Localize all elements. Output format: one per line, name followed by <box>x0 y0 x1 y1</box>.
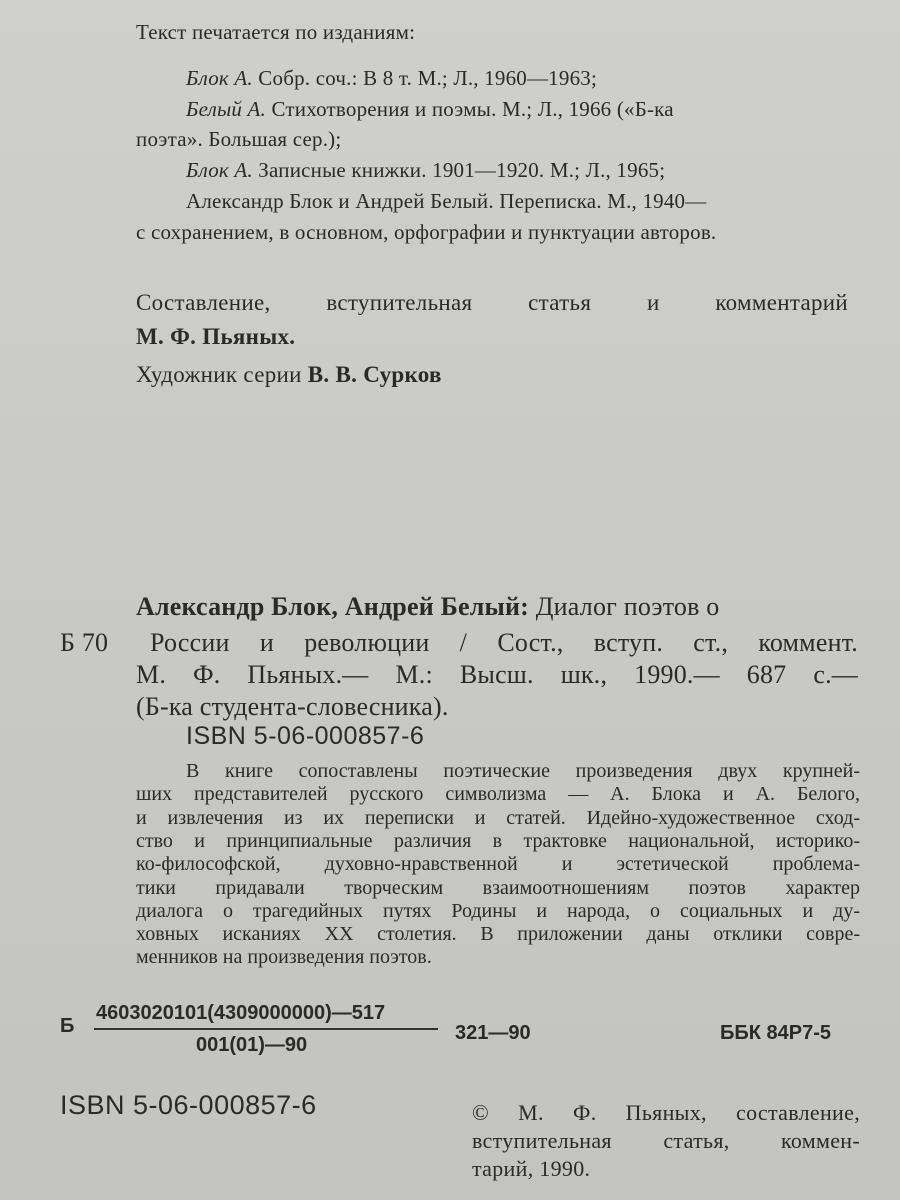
bbk-code: ББК 84Р7-5 <box>720 1022 832 1044</box>
copyright-line-3: тарий, 1990. <box>472 1156 591 1181</box>
abstract-line: тики придавали творческим взаимоотношениям поэтов характер <box>136 876 860 899</box>
catalog-title-line: Александр Блок, Андрей Белый: Диалог поэтов о <box>136 592 720 621</box>
biblio-denominator: 001(01)—90 <box>196 1034 308 1056</box>
catalog-code: Б 70 <box>60 628 109 657</box>
fraction-rule <box>94 1028 438 1030</box>
abstract-line: В книге сопоставлены поэтические произведения двух крупней- <box>186 760 860 782</box>
source-entry: Александр Блок и Андрей Белый. Переписка. М., 1940— <box>186 189 707 213</box>
abstract-line: ших представителей русского символизма — А. Блока и А. Белого, <box>136 783 860 806</box>
abstract-line: ство и принципиальные различия в трактовке национальной, историко- <box>136 829 860 852</box>
source-entry: с сохранением, в основном, орфографии и пунктуации авторов. <box>136 220 717 244</box>
source-entry: Блок А. Собр. соч.: В 8 т. М.; Л., 1960—1963; <box>186 66 598 90</box>
biblio-letter: Б <box>60 1015 75 1037</box>
artist-credit: Художник серии В. В. Сурков <box>136 362 442 387</box>
abstract-line: ховных исканиях XX столетия. В приложении даны отклики совре- <box>136 923 860 946</box>
source-entry: поэта». Большая сер.); <box>136 127 342 151</box>
abstract-line: ко-философской, духовно-нравственной и эстетической проблема- <box>136 853 860 876</box>
abstract-line: диалога о трагедийных путях Родины и народа, о социальных и ду- <box>136 899 860 922</box>
compiler-credit-label: Составление, вступительная статья и комментарий <box>136 290 848 315</box>
copyright-line-2: вступительная статья, коммен- <box>472 1128 860 1153</box>
catalog-line-3: М. Ф. Пьяных.— М.: Высш. шк., 1990.— 687 с.— <box>136 660 858 689</box>
source-entry: Блок А. Записные книжки. 1901—1920. М.; Л., 1965; <box>186 158 666 182</box>
abstract-line: и извлечения из их переписки и статей. Идейно-художественное сход- <box>136 806 860 829</box>
catalog-line-4: (Б-ка студента-словесника). <box>136 692 449 721</box>
footer-isbn: ISBN 5-06-000857-6 <box>60 1090 317 1120</box>
catalog-isbn: ISBN 5-06-000857-6 <box>186 722 425 750</box>
biblio-order-number: 321—90 <box>455 1022 531 1044</box>
sources-heading: Текст печатается по изданиям: <box>136 20 416 44</box>
compiler-name: М. Ф. Пьяных. <box>136 324 296 349</box>
catalog-line-2: России и революции / Сост., вступ. ст., коммент. <box>150 628 858 657</box>
source-entry: Белый А. Стихотворения и поэмы. М.; Л., 1966 («Б-ка <box>186 97 674 121</box>
copyright-line-1: © М. Ф. Пьяных, составление, <box>472 1100 860 1125</box>
abstract-line: менников на произведения поэтов. <box>136 946 432 969</box>
biblio-numerator: 4603020101(4309000000)—517 <box>96 1002 386 1024</box>
